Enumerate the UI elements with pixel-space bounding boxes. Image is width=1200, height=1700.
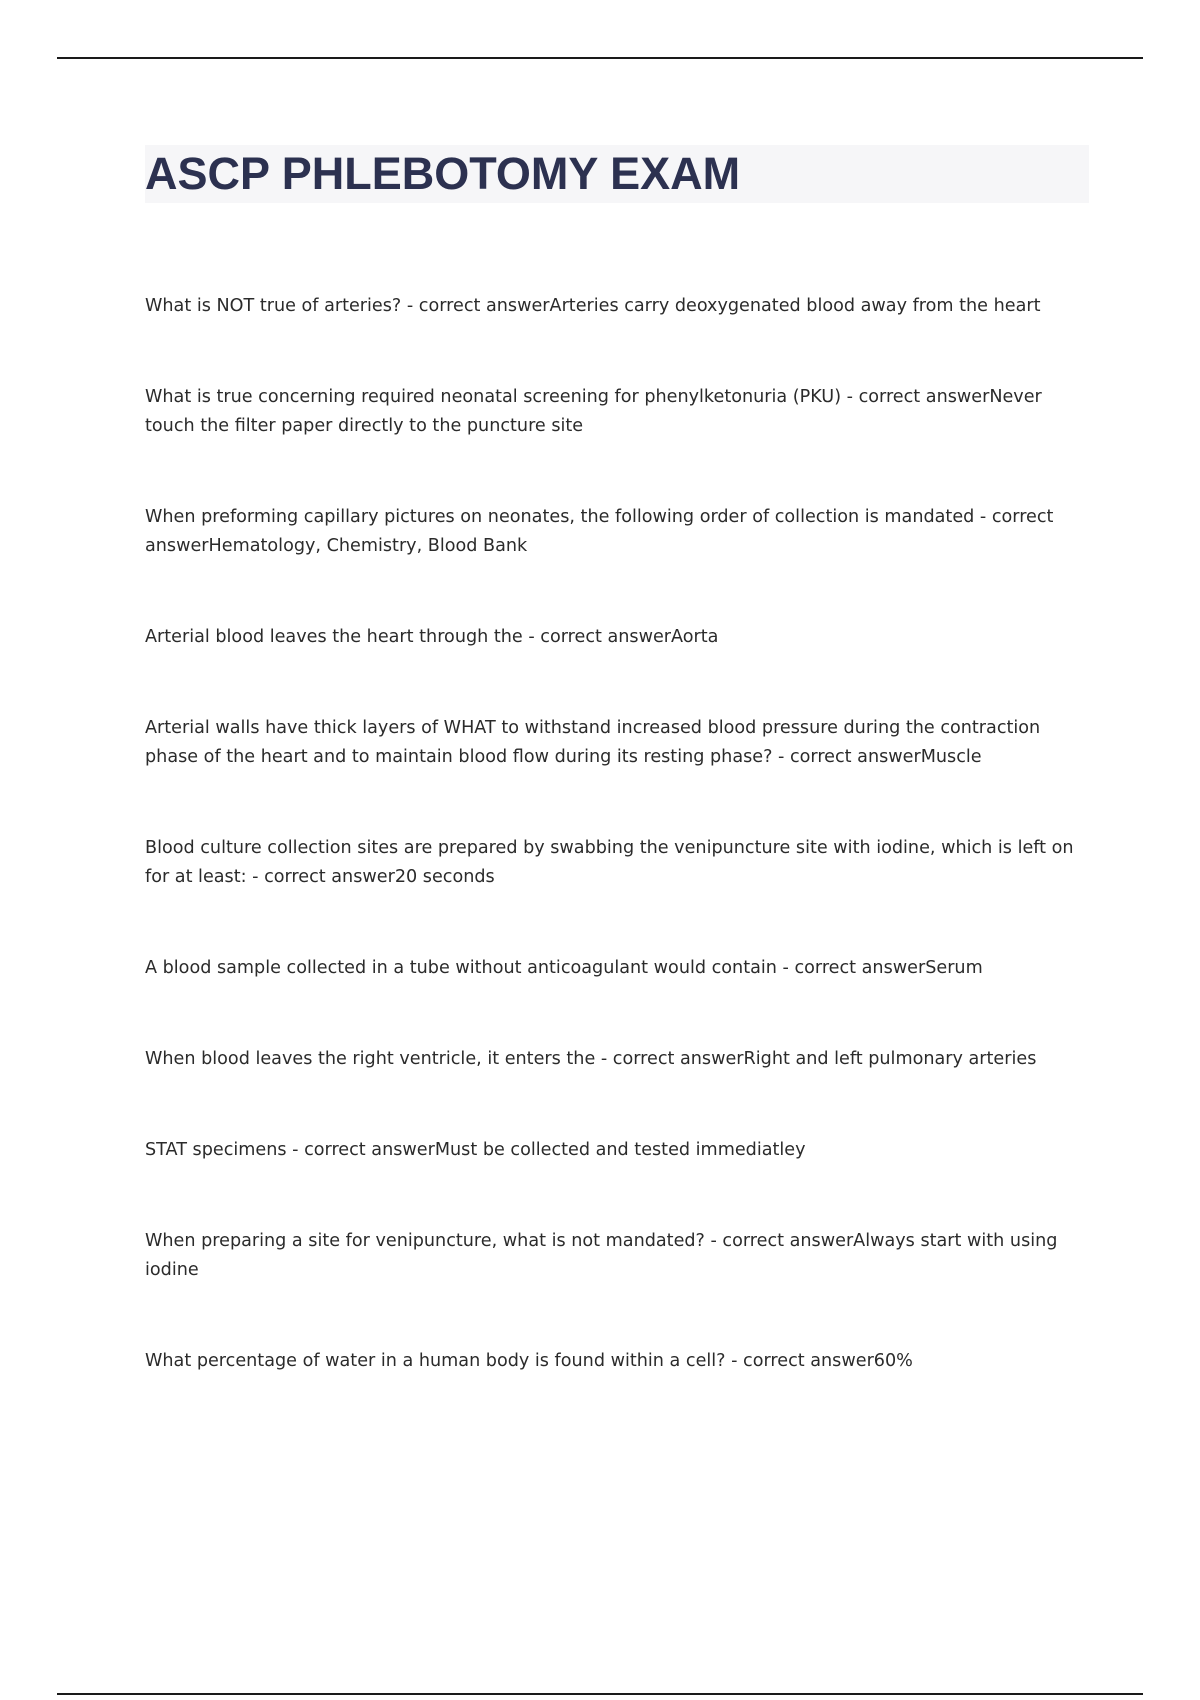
qa-item: When blood leaves the right ventricle, it enters the - correct answerRight and left pulmonary arteries (145, 1049, 1037, 1069)
page-title: ASCP PHLEBOTOMY EXAM (145, 148, 741, 199)
qa-item: A blood sample collected in a tube without anticoagulant would contain - correct answerSerum (145, 958, 983, 978)
qa-item: When preparing a site for venipuncture, what is not mandated? - correct answerAlways start with using iodine (145, 1231, 1058, 1280)
qa-item: Arterial blood leaves the heart through the - correct answerAorta (145, 627, 719, 647)
qa-item: When preforming capillary pictures on neonates, the following order of collection is mandated - correct answerHematology, Chemistry, Blood Bank (145, 507, 1054, 556)
qa-item: What is NOT true of arteries? - correct answerArteries carry deoxygenated blood away from the heart (145, 296, 1041, 316)
footer-rule (57, 1693, 1143, 1695)
qa-item: What percentage of water in a human body is found within a cell? - correct answer60% (145, 1351, 913, 1371)
qa-item: Arterial walls have thick layers of WHAT to withstand increased blood pressure during the contraction phase of the heart and to maintain blood flow during its resting phase? - correct answerMuscle (145, 718, 1041, 767)
qa-item: Blood culture collection sites are prepared by swabbing the venipuncture site with iodine, which is left on for at least: - correct answer20 seconds (145, 838, 1074, 887)
header-rule (57, 57, 1143, 59)
qa-list (145, 292, 1095, 1376)
qa-item: What is true concerning required neonatal screening for phenylketonuria (PKU) - correct answerNever touch the filter paper directly to the puncture site (145, 387, 1042, 436)
qa-item: STAT specimens - correct answerMust be collected and tested immediatley (145, 1140, 806, 1160)
